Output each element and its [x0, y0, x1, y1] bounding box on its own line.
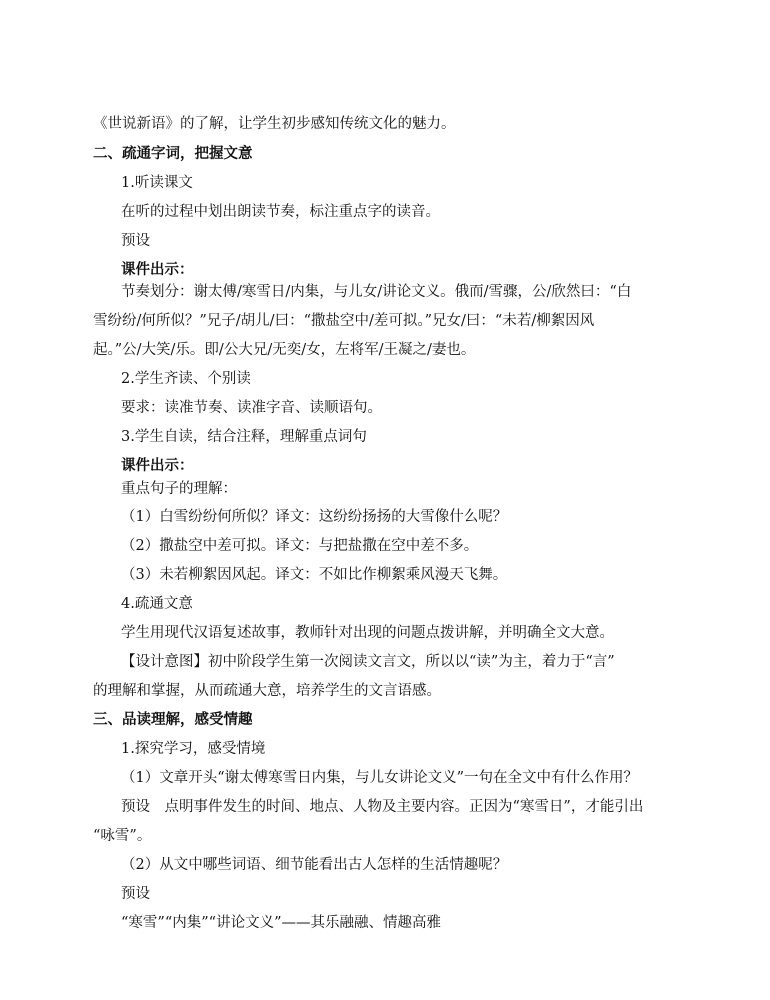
subheading-group-read: 2.学生齐读、个别读 — [121, 371, 251, 387]
paragraph: “寒雪”“内集”“讲论文义”——其乐融融、情趣高雅 — [121, 915, 441, 931]
subheading-understand: 4.疏通文意 — [121, 596, 193, 612]
paragraph: 要求：读准节奏、读准字音、读顺语句。 — [121, 400, 382, 416]
section-heading-3: 三、品读理解，感受情趣 — [93, 711, 253, 728]
paragraph: 学生用现代汉语复述故事，教师针对出现的问题点拨讲解，并明确全文大意。 — [121, 625, 614, 641]
subheading-explore: 1.探究学习，感受情境 — [121, 741, 266, 757]
question: （1）文章开头“谢太傅寒雪日内集，与儿女讲论文义”一句在全文中有什么作用？ — [121, 770, 639, 786]
list-item: （3）未若柳絮因风起。译文：不如比作柳絮乘风漫天飞舞。 — [121, 567, 508, 583]
preset-label: 预设 — [121, 233, 150, 249]
rhythm-line-3: 起。”公/大笑/乐。即/公大兄/无奕/女，左将军/王凝之/妻也。 — [93, 342, 476, 358]
section-heading-2: 二、疏通字词，把握文意 — [93, 145, 253, 162]
preset-label: 预设 — [121, 886, 150, 902]
paragraph-continuation: 《世说新语》的了解，让学生初步感知传统文化的魅力。 — [93, 116, 456, 132]
preset-answer-line-2: “咏雪”。 — [93, 828, 152, 844]
preset-answer-line-1: 预设 点明事件发生的时间、地点、人物及主要内容。正因为“寒雪日”，才能引出 — [121, 799, 644, 815]
subheading-listen-read: 1.听读课文 — [121, 175, 193, 191]
paragraph: 重点句子的理解： — [121, 481, 237, 497]
paragraph: 在听的过程中划出朗读节奏，标注重点字的读音。 — [121, 204, 440, 220]
courseware-label: 课件出示： — [121, 457, 194, 474]
list-item: （1）白雪纷纷何所似？译文：这纷纷扬扬的大雪像什么呢？ — [121, 509, 508, 525]
question: （2）从文中哪些词语、细节能看出古人怎样的生活情趣呢？ — [121, 857, 508, 873]
courseware-label: 课件出示： — [121, 261, 194, 278]
design-intent-line-2: 的理解和掌握，从而疏通大意，培养学生的文言语感。 — [93, 683, 441, 699]
rhythm-line-1: 节奏划分：谢太傅/寒雪日/内集，与儿女/讲论文义。俄而/雪骤，公/欣然曰：“白 — [121, 284, 632, 300]
design-intent-line-1: 【设计意图】初中阶段学生第一次阅读文言文，所以以“读”为主，着力于“言” — [121, 654, 615, 670]
list-item: （2）撒盐空中差可拟。译文：与把盐撒在空中差不多。 — [121, 538, 479, 554]
rhythm-line-2: 雪纷纷/何所似？”兄子/胡儿/曰：“撒盐空中/差可拟。”兄女/曰：“未若/柳絮因风 — [93, 313, 595, 329]
subheading-self-read: 3.学生自读，结合注释，理解重点词句 — [121, 429, 367, 445]
